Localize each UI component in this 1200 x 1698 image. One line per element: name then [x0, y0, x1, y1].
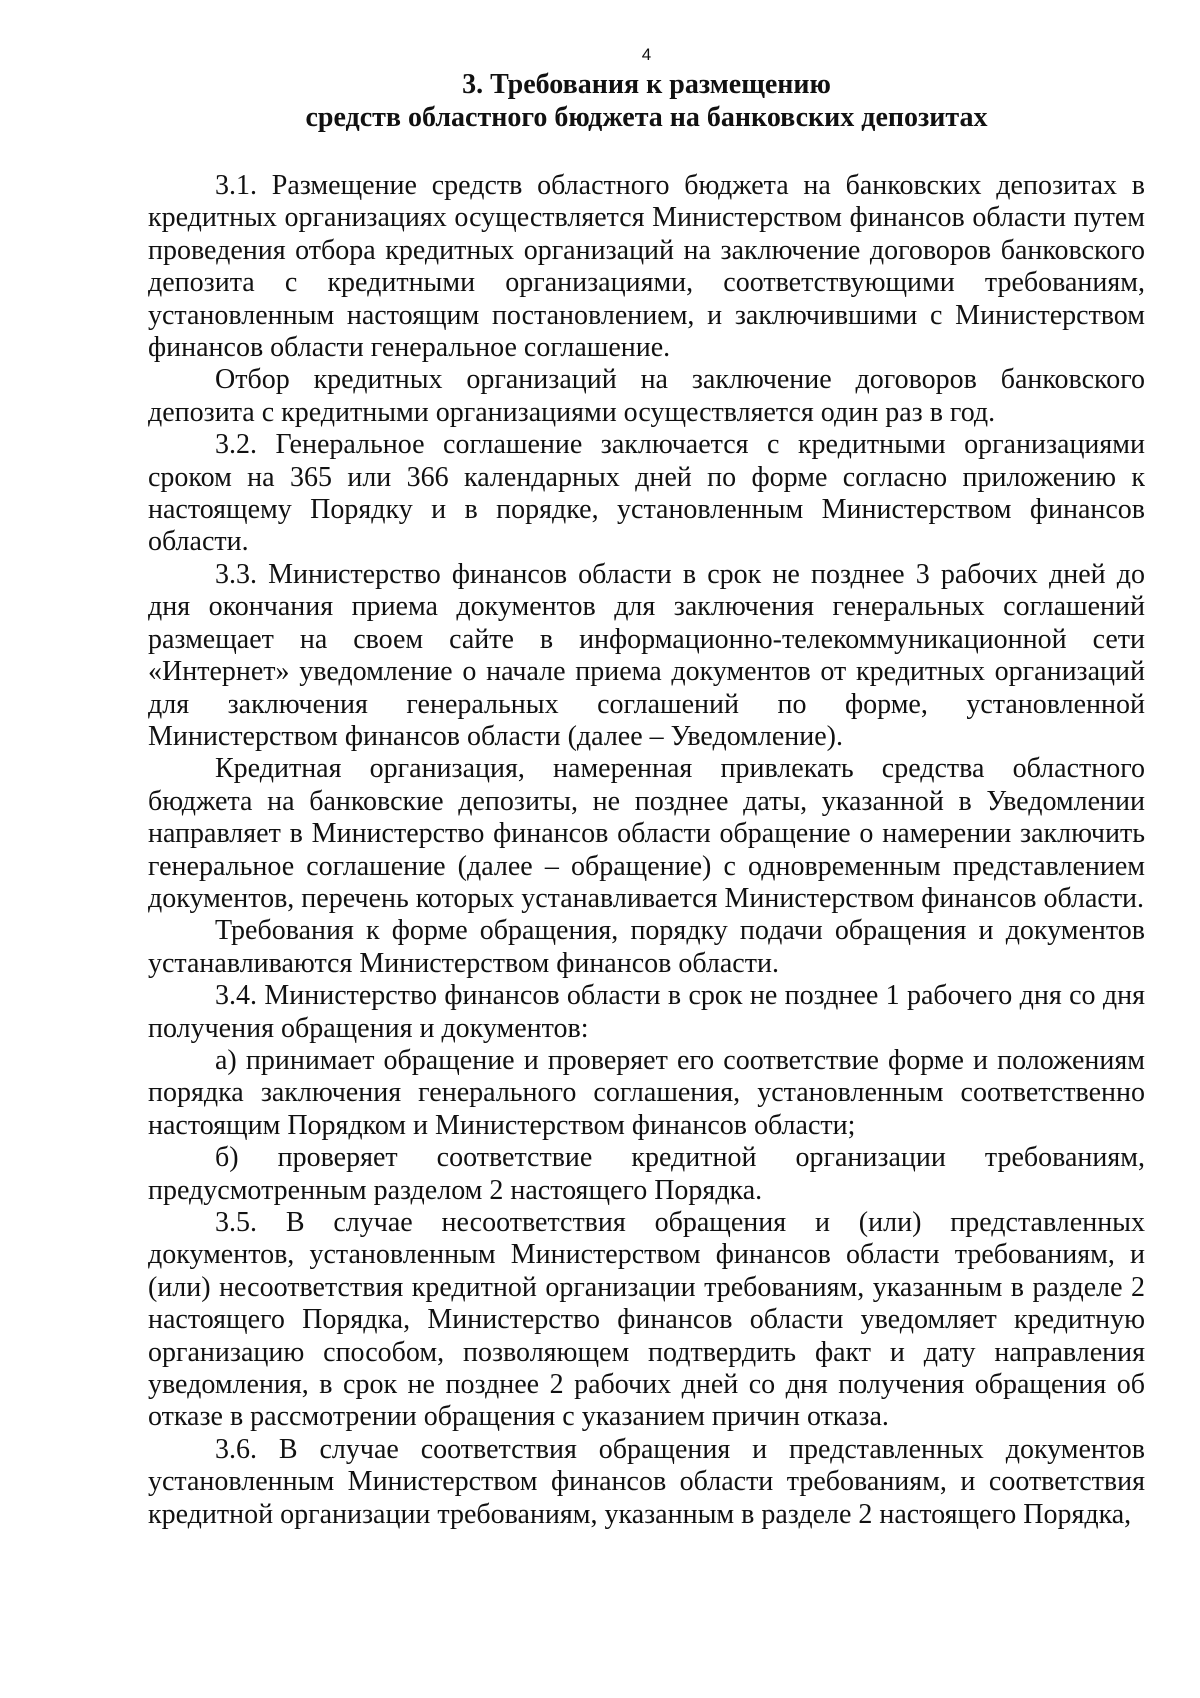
paragraph-3-2: 3.2. Генеральное соглашение заключается с кредитными организациями сроком на 365 или 366 календарных дней по форме согласно приложению к настоящему Порядку и в порядке, установленным Министерством финансов области.	[148, 429, 1145, 558]
section-heading-line-2: средств областного бюджета на банковских депозитах	[305, 102, 988, 133]
paragraph-3-4-b: б) проверяет соответствие кредитной организации требованиям, предусмотренным разделом 2 настоящего Порядка.	[148, 1142, 1145, 1206]
paragraph-3-1: 3.1. Размещение средств областного бюджета на банковских депозитах в кредитных организациях осуществляется Министерством финансов области путем проведения отбора кредитных организаций на заключение договоров банковского депозита с кредитными организациями, соответствующими требованиям, установленным настоящим постановлением, и заключившими с Министерством финансов области генеральное соглашение.	[148, 170, 1145, 364]
section-heading-line-1: 3. Требования к размещению	[462, 69, 831, 100]
paragraph-3-5: 3.5. В случае несоответствия обращения и (или) представленных документов, установленным Министерством финансов области требованиям, и (или) несоответствия кредитной организации требованиям, указанным в разделе 2 настоящего Порядка, Министерство финансов области уведомляет кредитную организацию способом, позволяющем подтвердить факт и дату направления уведомления, в срок не позднее 2 рабочих дней со дня получения обращения об отказе в рассмотрении обращения с указанием причин отказа.	[148, 1207, 1145, 1433]
section-heading	[148, 68, 1145, 134]
paragraph-3-4-a: а) принимает обращение и проверяет его соответствие форме и положениям порядка заключения генерального соглашения, установленным соответственно настоящим Порядком и Министерством финансов области;	[148, 1044, 1145, 1141]
paragraph-3-3: 3.3. Министерство финансов области в срок не позднее 3 рабочих дней до дня окончания приема документов для заключения генеральных соглашений размещает на своем сайте в информационно-телекоммуникационной сети «Интернет» уведомление о начале приема документов от кредитных организаций для заключения генеральных соглашений по форме, установленной Министерством финансов области (далее – Уведомление).	[148, 558, 1145, 752]
paragraph-3-3-requirements: Требования к форме обращения, порядку подачи обращения и документов устанавливаются Министерством финансов области.	[148, 915, 1145, 979]
paragraph-3-3-application: Кредитная организация, намеренная привлекать средства областного бюджета на банковские депозиты, не позднее даты, указанной в Уведомлении направляет в Министерство финансов области обращение о намерении заключить генеральное соглашение (далее – обращение) с одновременным представлением документов, перечень которых устанавливается Министерством финансов области.	[148, 753, 1145, 914]
paragraph-3-4: 3.4. Министерство финансов области в срок не позднее 1 рабочего дня со дня получения обращения и документов:	[148, 980, 1145, 1044]
document-body	[148, 170, 1145, 1531]
paragraph-3-6: 3.6. В случае соответствия обращения и представленных документов установленным Министерством финансов области требованиям, и соответствия кредитной организации требованиям, указанным в разделе 2 настоящего Порядка,	[148, 1433, 1145, 1530]
page-number: 4	[641, 45, 652, 64]
paragraph-3-1-selection: Отбор кредитных организаций на заключение договоров банковского депозита с кредитными организациями осуществляется один раз в год.	[148, 364, 1145, 428]
document-page	[148, 44, 1145, 1531]
